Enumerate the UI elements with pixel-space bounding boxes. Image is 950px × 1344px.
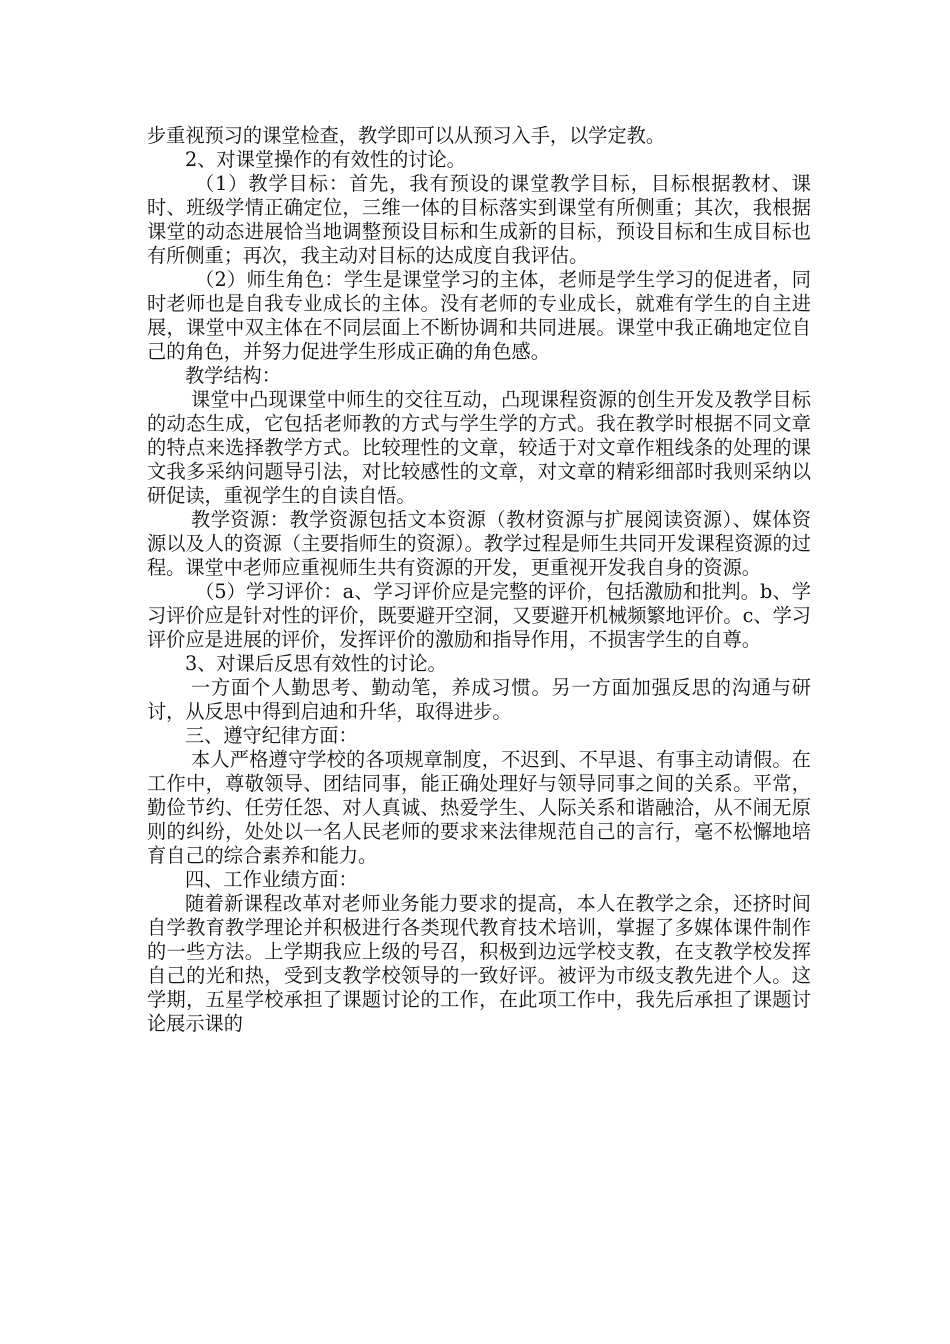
heading-classroom-effectiveness: 2、对课堂操作的有效性的讨论。	[185, 148, 466, 171]
heading-after-class-reflection: 3、对课后反思有效性的讨论。	[185, 652, 447, 675]
paragraph-learning-evaluation: （5）学习评价：a、学习评价应是完整的评价，包括激励和批判。b、学习评价应是针对性的评价，既要避开空洞，又要避开机械频繁地评价。c、学习评价应是进展的评价，发挥评价的激励和指导作用，不损害学生的自尊。	[147, 580, 811, 651]
heading-teaching-structure: 教学结构：	[185, 364, 281, 387]
heading-work-achievements: 四、工作业绩方面：	[185, 868, 358, 891]
heading-discipline: 三、遵守纪律方面：	[185, 724, 358, 747]
paragraph-teaching-resources: 教学资源：教学资源包括文本资源（教材资源与扩展阅读资源）、媒体资源以及人的资源（主要指师生的资源）。教学过程是师生共同开发课程资源的过程。课堂中老师应重视师生共有资源的开发，更重视开发我自身的资源。	[147, 508, 811, 579]
paragraph-teaching-goals: （1）教学目标：首先，我有预设的课堂教学目标，目标根据教材、课时、班级学情正确定位，三维一体的目标落实到课堂有所侧重；其次，我根据课堂的动态进展恰当地调整预设目标和生成新的目标，预设目标和生成目标也有所侧重；再次，我主动对目标的达成度自我评估。	[147, 172, 811, 267]
document-body	[147, 124, 811, 1036]
paragraph-discipline: 本人严格遵守学校的各项规章制度，不迟到、不早退、有事主动请假。在工作中，尊敬领导、团结同事，能正确处理好与领导同事之间的关系。平常，勤俭节约、任劳任怨、对人真诚、热爱学生、人际关系和谐融洽，从不闹无原则的纠纷，处处以一名人民老师的要求来法律规范自己的言行，毫不松懈地培育自己的综合素养和能力。	[147, 748, 811, 867]
paragraph-preview-check: 步重视预习的课堂检查，教学即可以从预习入手，以学定教。	[147, 124, 666, 147]
paragraph-teaching-structure: 课堂中凸现课堂中师生的交往互动，凸现课程资源的创生开发及教学目标的动态生成，它包括老师教的方式与学生学的方式。我在教学时根据不同文章的特点来选择教学方式。比较理性的文章，较适于对文章作粗线条的处理的课文我多采纳问题导引法，对比较感性的文章，对文章的精彩细部时我则采纳以研促读，重视学生的自读自悟。	[147, 388, 811, 507]
paragraph-teacher-student-roles: （2）师生角色：学生是课堂学习的主体，老师是学生学习的促进者，同时老师也是自我专业成长的主体。没有老师的专业成长，就难有学生的自主进展，课堂中双主体在不同层面上不断协调和共同进展。课堂中我正确地定位自己的角色，并努力促进学生形成正确的角色感。	[147, 268, 811, 363]
paragraph-reflection: 一方面个人勤思考、勤动笔，养成习惯。另一方面加强反思的沟通与研讨，从反思中得到启迪和升华，取得进步。	[147, 676, 811, 723]
paragraph-work-achievements: 随着新课程改革对老师业务能力要求的提高，本人在教学之余，还挤时间自学教育教学理论并积极进行各类现代教育技术培训，掌握了多媒体课件制作的一些方法。上学期我应上级的号召，积极到边远学校支教，在支教学校发挥自己的光和热，受到支教学校领导的一致好评。被评为市级支教先进个人。这学期，五星学校承担了课题讨论的工作，在此项工作中，我先后承担了课题讨论展示课的	[147, 892, 811, 1035]
